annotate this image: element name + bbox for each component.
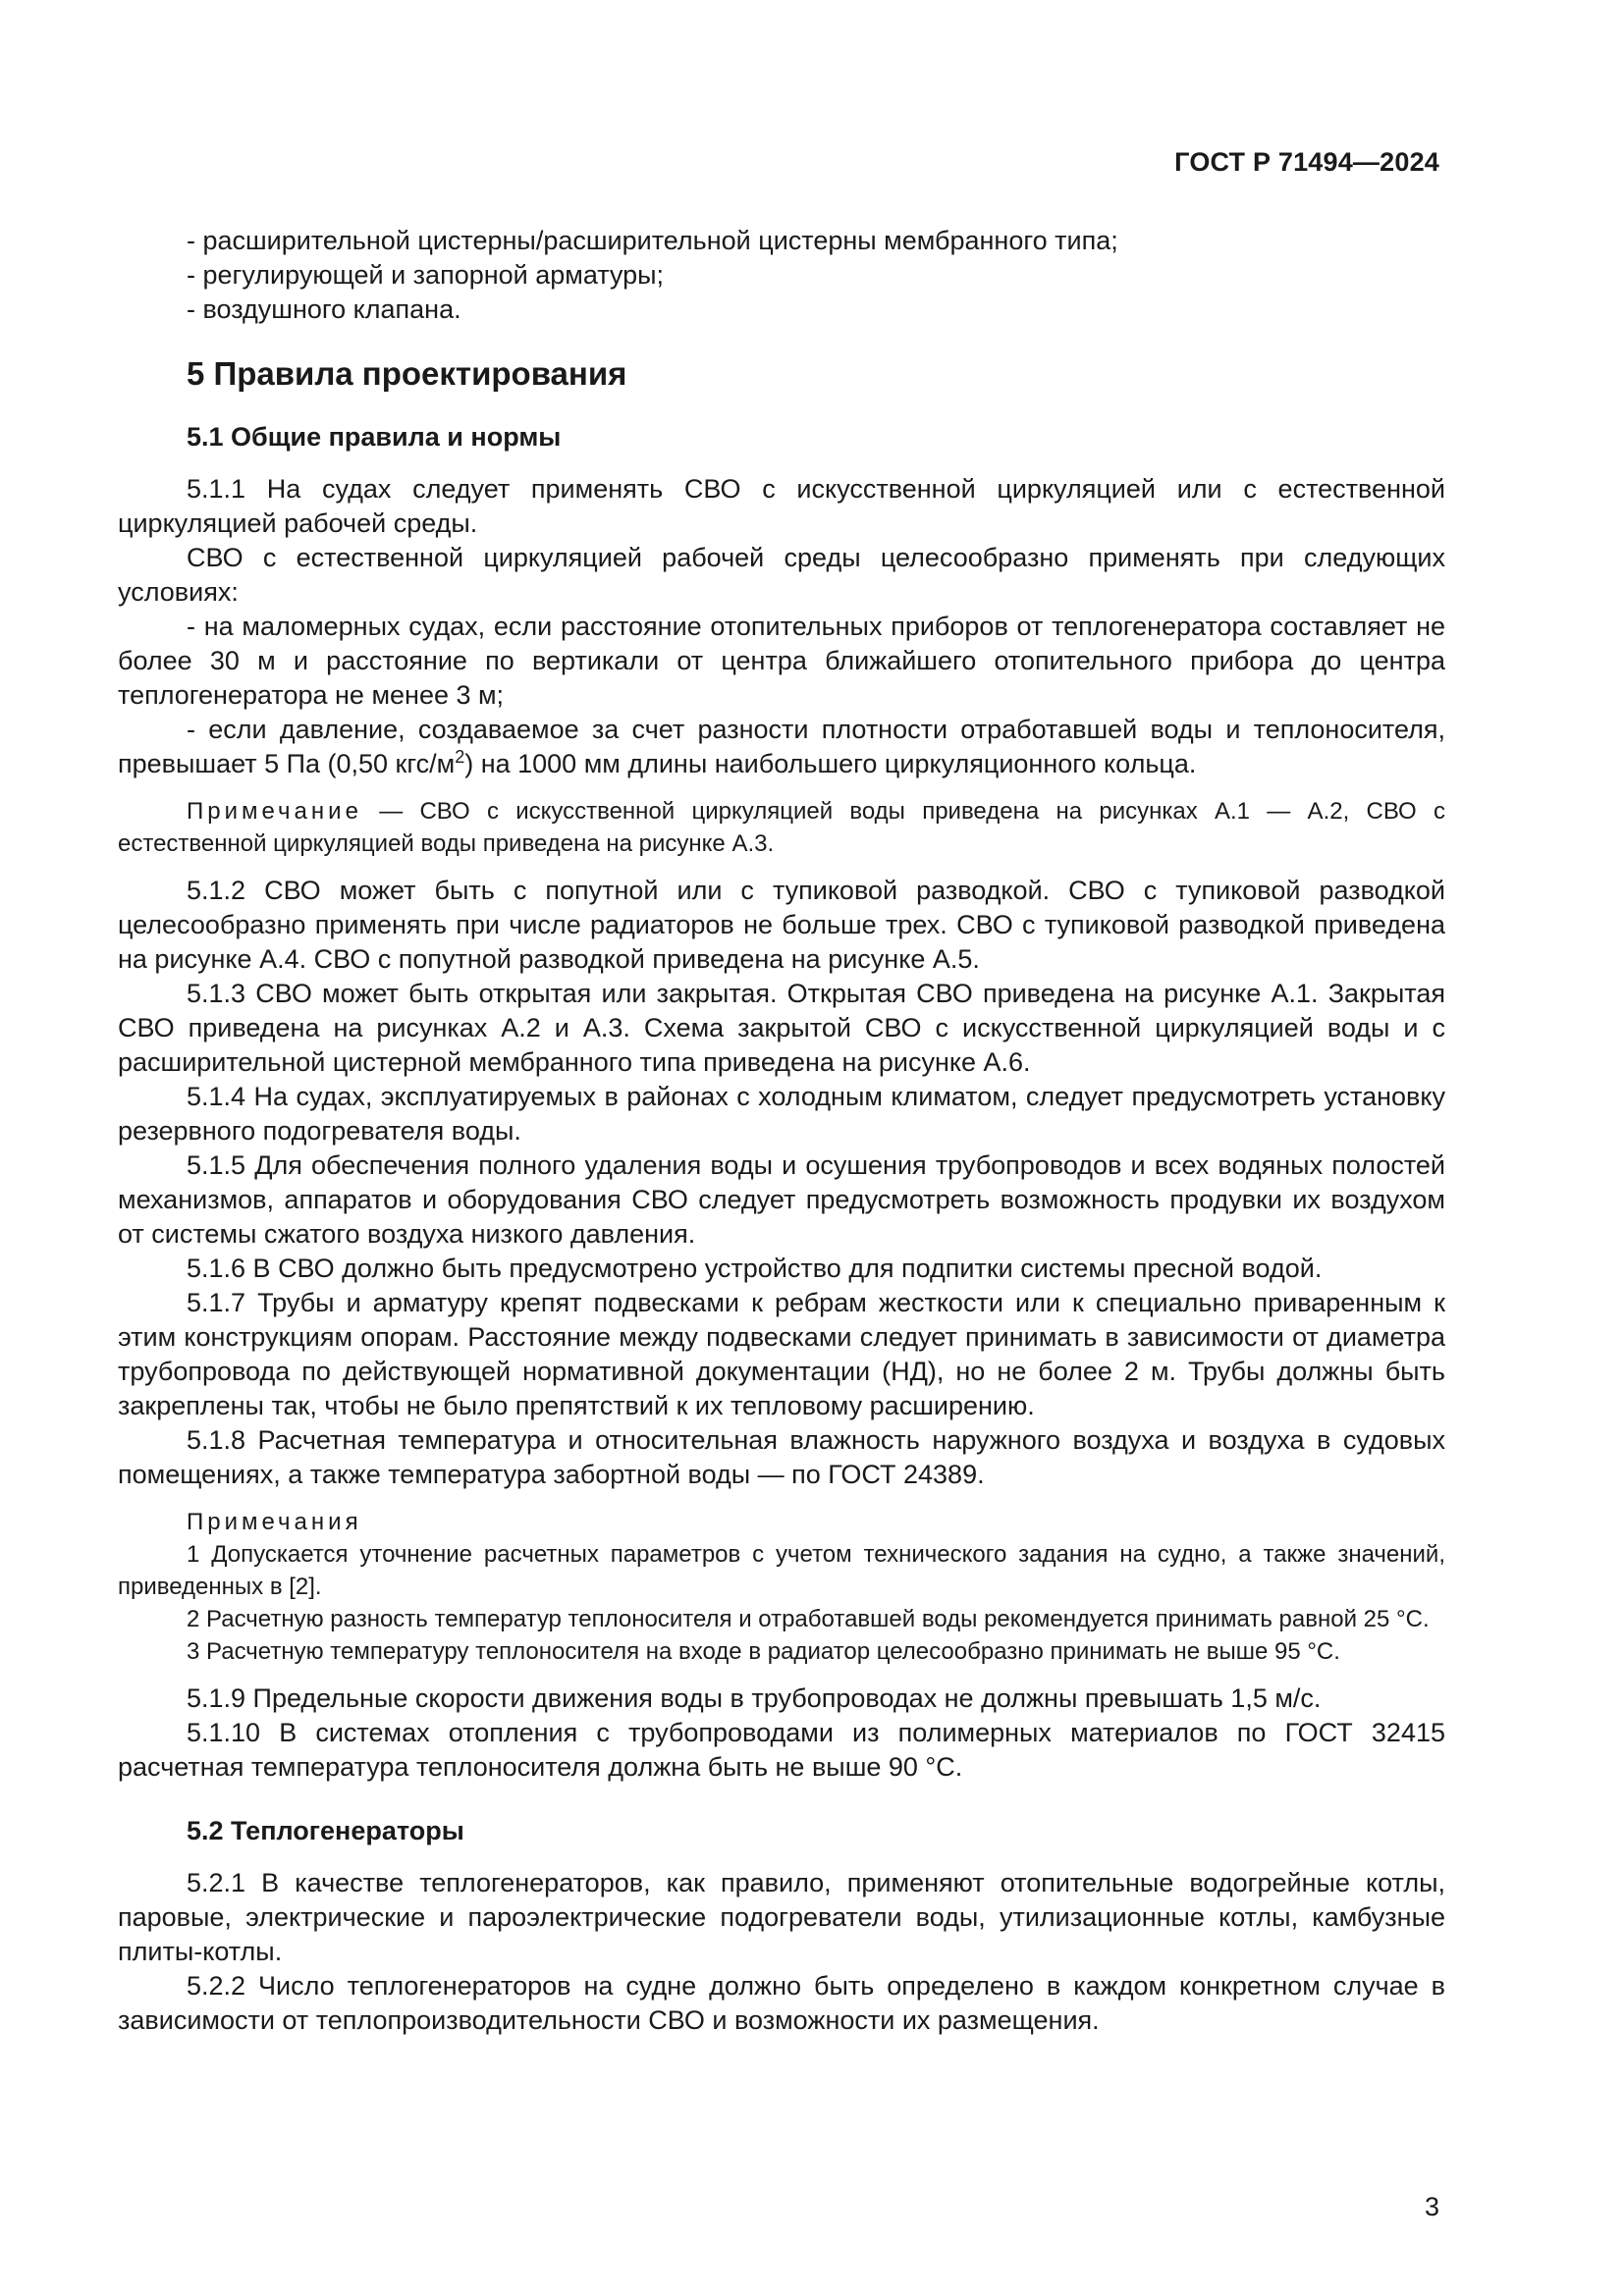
condition-item: - на маломерных судах, если расстояние отопительных приборов от теплогенератора составляет не более 30 м и расстояние по вертикали от центра ближайшего отопительного прибора до центра теплогенератора не менее 3 м; bbox=[118, 612, 1445, 710]
paragraph-5-1-1-conditions: СВО с естественной циркуляцией рабочей среды целесообразно применять при следующих условиях: bbox=[118, 543, 1445, 607]
list-item: - регулирующей и запорной арматуры; bbox=[187, 260, 665, 290]
superscript: 2 bbox=[455, 747, 465, 767]
paragraph-5-1-3: 5.1.3 СВО может быть открытая или закрытая. Открытая СВО приведена на рисунке А.1. Закрытая СВО приведена на рисунках А.2 и А.3. Схема закрытой СВО с искусственной циркуляцией воды и с расширительной цистерной мембранного типа приведена на рисунке А.6. bbox=[118, 979, 1445, 1077]
note-item: 3 Расчетную температуру теплоносителя на входе в радиатор целесообразно принимать не выше 95 °С. bbox=[187, 1638, 1340, 1665]
paragraph-5-1-6: 5.1.6 В СВО должно быть предусмотрено устройство для подпитки системы пресной водой. bbox=[187, 1254, 1323, 1283]
note bbox=[118, 795, 1445, 860]
section-5-2-title: 5.2 Теплогенераторы bbox=[187, 1816, 464, 1845]
section-5-title: 5 Правила проектирования bbox=[187, 355, 627, 392]
condition-text: - если давление, создаваемое за счет разности плотности отработавшей воды и теплоносителя, превышает 5 Па (0,50 кгс/м bbox=[118, 715, 1445, 778]
paragraph-5-2-1: 5.2.1 В качестве теплогенераторов, как правило, применяют отопительные водогрейные котлы, паровые, электрические и пароэлектрические подогреватели воды, утилизационные котлы, камбузные плиты-котлы. bbox=[118, 1868, 1445, 1966]
page-number: 3 bbox=[1424, 2192, 1439, 2221]
section-5-1-title: 5.1 Общие правила и нормы bbox=[187, 422, 562, 452]
document-header: ГОСТ Р 71494—2024 bbox=[1174, 147, 1439, 177]
notes-label: Примечания bbox=[187, 1509, 362, 1535]
paragraph-5-1-1: 5.1.1 На судах следует применять СВО с искусственной циркуляцией или с естественной циркуляцией рабочей среды. bbox=[118, 474, 1445, 538]
condition-item bbox=[118, 713, 1445, 781]
paragraph-5-1-5: 5.1.5 Для обеспечения полного удаления воды и осушения трубопроводов и всех водяных полостей механизмов, аппаратов и оборудования СВО следует предусмотреть возможность продувки их воздухом от системы сжатого воздуха низкого давления. bbox=[118, 1150, 1445, 1249]
paragraph-5-1-9: 5.1.9 Предельные скорости движения воды в трубопроводах не должны превышать 1,5 м/с. bbox=[187, 1683, 1322, 1713]
paragraph-5-1-2: 5.1.2 СВО может быть с попутной или с тупиковой разводкой. СВО с тупиковой разводкой целесообразно применять при числе радиаторов не больше трех. СВО с тупиковой разводкой приведена на рисунке А.4. СВО с попутной разводкой приведена на рисунке А.5. bbox=[118, 876, 1445, 974]
note-label: Примечание bbox=[187, 798, 362, 825]
paragraph-5-2-2: 5.2.2 Число теплогенераторов на судне должно быть определено в каждом конкретном случае в зависимости от теплопроизводительности СВО и возможности их размещения. bbox=[118, 1971, 1445, 2035]
note-text bbox=[118, 795, 1445, 860]
list-item: - воздушного клапана. bbox=[187, 294, 461, 324]
list-item: - расширительной цистерны/расширительной цистерны мембранного типа; bbox=[187, 226, 1118, 255]
note-item: 1 Допускается уточнение расчетных параметров с учетом технического задания на судно, а также значений, приведенных в [2]. bbox=[118, 1541, 1445, 1600]
paragraph-5-1-7: 5.1.7 Трубы и арматуру крепят подвесками к ребрам жесткости или к специально приваренным к этим конструкциям опорам. Расстояние между подвесками следует принимать в зависимости от диаметра трубопровода по действующей нормативной документации (НД), но не более 2 м. Трубы должны быть закреплены так, чтобы не было препятствий к их тепловому расширению. bbox=[118, 1288, 1445, 1420]
paragraph-5-1-8: 5.1.8 Расчетная температура и относительная влажность наружного воздуха и воздуха в судовых помещениях, а также температура забортной воды — по ГОСТ 24389. bbox=[118, 1425, 1445, 1489]
note-item: 2 Расчетную разность температур теплоносителя и отработавшей воды рекомендуется принимать равной 25 °С. bbox=[187, 1606, 1430, 1632]
paragraph-5-1-10: 5.1.10 В системах отопления с трубопроводами из полимерных материалов по ГОСТ 32415 расчетная температура теплоносителя должна быть не выше 90 °С. bbox=[118, 1718, 1445, 1782]
note-body: — СВО с искусственной циркуляцией воды приведена на рисунках А.1 — А.2, СВО с естественной циркуляцией воды приведена на рисунке А.3. bbox=[118, 798, 1445, 857]
condition-text-end: ) на 1000 мм длины наибольшего циркуляционного кольца. bbox=[464, 749, 1197, 778]
document-body bbox=[118, 224, 1445, 2038]
paragraph-5-1-4: 5.1.4 На судах, эксплуатируемых в районах с холодным климатом, следует предусмотреть установку резервного подогревателя воды. bbox=[118, 1082, 1445, 1146]
notes bbox=[118, 1506, 1445, 1668]
